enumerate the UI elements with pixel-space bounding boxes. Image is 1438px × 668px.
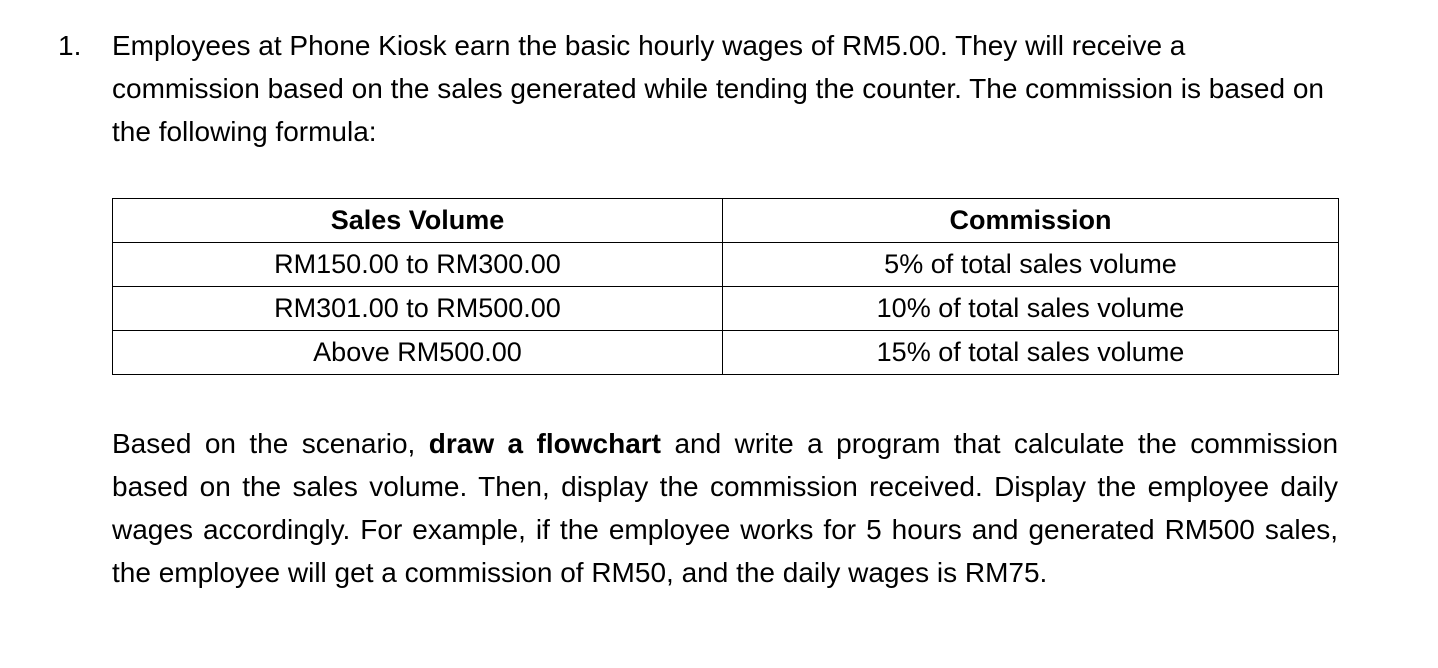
commission-cell: 10% of total sales volume [723, 287, 1339, 331]
question-intro: Employees at Phone Kiosk earn the basic hourly wages of RM5.00. They will receive a commission based on the sales generated while tending the counter. The commission is based on the following formula: [112, 30, 1324, 147]
commission-cell: 5% of total sales volume [723, 243, 1339, 287]
commission-table [112, 198, 1339, 375]
question-body [112, 24, 1339, 588]
sales-volume-cell: RM301.00 to RM500.00 [113, 287, 723, 331]
sales-volume-cell: Above RM500.00 [113, 331, 723, 375]
table-row [113, 243, 1339, 287]
task-lead: Based on the scenario, [112, 428, 416, 459]
task-emphasis: draw a flowchart [428, 428, 662, 459]
header-commission: Commission [723, 199, 1339, 243]
commission-cell: 15% of total sales volume [723, 331, 1339, 375]
table-row [113, 287, 1339, 331]
sales-volume-cell: RM150.00 to RM300.00 [113, 243, 723, 287]
question-number: 1. [58, 30, 82, 61]
header-sales-volume: Sales Volume [113, 199, 723, 243]
table-row [113, 331, 1339, 375]
task-paragraph [112, 422, 1338, 594]
task-rest: and write a program that calculate the commission based on the sales volume. Then, display the commission received. Display the employee daily wages accordingly. For example, if the employee works for 5 hours and generated RM500 sales, the employee will get a commission of RM50, and the daily wages is RM75. [112, 428, 1339, 588]
table-header-row [113, 199, 1339, 243]
